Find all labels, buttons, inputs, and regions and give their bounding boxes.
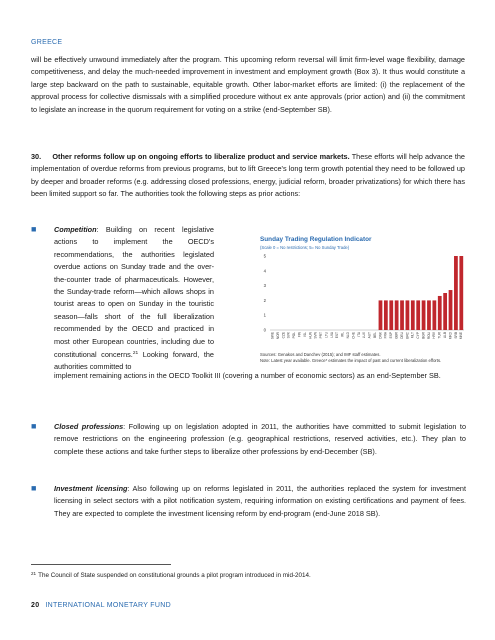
x-tick-label: LTU	[324, 332, 329, 338]
bar-bgr	[422, 300, 426, 330]
paragraph-30	[31, 151, 465, 201]
x-tick-label: CZE	[281, 332, 286, 339]
bar-deu	[400, 300, 404, 330]
bullet-marker-icon: ■	[31, 224, 37, 234]
x-tick-label: SRB	[453, 332, 458, 339]
paragraph-number: 30.	[31, 152, 42, 161]
bar-mkd	[449, 290, 453, 330]
chart-plot	[260, 252, 466, 350]
x-tick-label: MNE	[459, 332, 464, 340]
bullet-closed-professions	[54, 421, 466, 458]
y-tick-label: 3	[263, 283, 266, 289]
x-tick-label: POL	[292, 332, 297, 339]
bar-gbr	[395, 300, 399, 330]
x-tick-label: CYP	[416, 332, 421, 339]
chart-note: Note: Latest year available. Greece* estimates the impact of past and current liberalization efforts.	[260, 358, 442, 363]
bar-grc	[406, 300, 410, 330]
y-tick-label: 4	[263, 268, 266, 274]
page-footer	[31, 602, 171, 609]
x-tick-label: CHE	[351, 332, 356, 339]
chart-source-note: Sources: Genakos and Danchev (2015); and IMF staff estimates.	[260, 352, 381, 357]
footnote-number: 21	[31, 571, 37, 576]
x-tick-label: ITA	[356, 332, 361, 337]
footnote-ref: 21	[132, 351, 139, 357]
bullet-text: : Also following up on reforms legislated in 2011, the authorities replaced the system for investment licensing in select sectors with a pilot notification system, requiring information on existing certifications and payment of fees. They are expected to complete the investment licensing reform by end-program (end-June 2018 SB).	[54, 484, 466, 518]
x-tick-label: BEL	[372, 332, 377, 339]
x-tick-label: EST	[335, 332, 340, 339]
bar-alb	[443, 293, 447, 330]
x-tick-label: LVA	[329, 332, 334, 338]
y-tick-label: 1	[263, 312, 266, 318]
x-tick-label: SVN	[313, 332, 318, 339]
x-tick-label: MLT	[410, 332, 415, 339]
x-tick-label: ALB	[442, 332, 447, 339]
y-tick-label: 2	[263, 297, 266, 303]
x-tick-label: TUR	[437, 332, 442, 339]
x-tick-label: ROU	[426, 332, 431, 340]
x-tick-label: SVK	[286, 332, 291, 339]
x-tick-label: DEU	[399, 332, 404, 339]
x-tick-label: AUT	[367, 332, 372, 339]
x-tick-label: ESP	[389, 332, 394, 339]
chart-title: Sunday Trading Regulation Indicator	[260, 236, 372, 243]
paragraph-body: These efforts will help advance the implementation of overdue reforms from previous programs, but to lift Greece's long term growth potential they need to be followed up by deeper and broader reforms (e.g. addressing closed professions, energy, judicial reform, broader privatizations) for which there has been limited support so far. The authorities took the following steps as prior actions:	[31, 152, 465, 199]
bullet-text-tail: Looking forward, the authorities committed to	[54, 350, 214, 372]
x-tick-label: SWE	[270, 332, 275, 340]
bar-dnk	[379, 300, 383, 330]
footer-org: INTERNATIONAL MONETARY FUND	[45, 602, 171, 609]
bullet-competition-continued: implement remaining actions in the OECD Toolkit III (covering a number of economic sectors) as an end-September SB.	[54, 371, 441, 380]
sunday-trading-chart	[260, 236, 466, 366]
bullet-title: Closed professions	[54, 422, 124, 431]
bullet-title: Investment licensing	[54, 484, 128, 493]
bar-tur	[438, 296, 442, 330]
bar-srb	[454, 256, 458, 330]
page-number: 20	[31, 602, 40, 609]
x-tick-label: GRC	[405, 332, 410, 340]
x-tick-label: DNK	[378, 332, 383, 339]
bullet-title: Competition	[54, 225, 97, 234]
paragraph-lead: Other reforms follow up on ongoing efforts to liberalize product and service markets.	[52, 152, 350, 161]
x-tick-label: LUX	[362, 332, 367, 339]
x-tick-label: NOR	[275, 332, 280, 340]
bullet-competition	[54, 224, 214, 374]
x-tick-label: HUN	[308, 332, 313, 339]
bar-mne	[459, 256, 463, 330]
chart-subtitle: (Scale 0 = No restrictions; 5= No Sunday Trade)	[260, 245, 350, 250]
bar-rou	[427, 300, 431, 330]
x-tick-label: ISL	[302, 332, 307, 337]
bar-mlt	[411, 300, 415, 330]
x-tick-label: IRL	[340, 332, 345, 337]
bar-cyp	[416, 300, 420, 330]
bar-esp	[389, 300, 393, 330]
bullet-marker-icon: ■	[31, 483, 37, 493]
x-tick-label: GBR	[394, 332, 399, 339]
y-tick-label: 0	[263, 327, 266, 333]
running-header: GREECE	[31, 39, 63, 46]
x-tick-label: BGR	[421, 332, 426, 339]
bullet-marker-icon: ■	[31, 421, 37, 431]
x-tick-label: NLD	[345, 332, 350, 339]
bullet-investment-licensing	[54, 483, 466, 520]
bullet-text: : Following up on legislation adopted in 2011, the authorities have committed to submit legislation to remove restrictions on the engineering profession (e.g. geographical restrictions, reserved activities, etc.). They plan to complete these actions and take further steps to liberalize other professions by end-December (SB).	[54, 422, 467, 456]
x-tick-label: FRA	[383, 332, 388, 339]
x-tick-label: MKD	[448, 332, 453, 340]
footnote-text: The Council of State suspended on constitutional grounds a pilot program introduced in mid-2014.	[38, 572, 311, 579]
footnote	[31, 571, 311, 579]
bar-hrv	[432, 300, 436, 330]
x-tick-label: PRT	[319, 332, 324, 339]
footnote-divider	[31, 564, 171, 565]
x-tick-label: HRV	[432, 332, 437, 339]
x-tick-label: FIN	[297, 332, 302, 338]
y-tick-label: 5	[263, 253, 266, 259]
bar-fra	[384, 300, 388, 330]
paragraph-intro: will be effectively unwound immediately after the program. This upcoming reform reversal will limit firm-level wage flexibility, damage competitiveness, and delay the much-needed improvement in investment and employment growth (Box 3). It thus would constitute a large step backward on the path to sustainable, equitable growth. Other labor-market efforts are limited: (i) the replacement of the approval process for collective dismissals with a simplified procedure without ex ante approvals (prior action) and (ii) the commitment to legislate an increase in the quorum requirement for voting on a strike (end-September SB).	[31, 55, 465, 114]
bullet-text: : Building on recent legislative actions to implement the OECD's recommendations, the authorities legislated overdue actions on Sunday trade and the over-the-counter trade of pharmaceuticals. However, the Sunday-trade reform—which allows shops in tourist areas to open on Sunday in the touristic season—falls short of the full liberalization recommended by the OECD and practiced in most other European countries, including due to constitutional concerns.	[54, 225, 214, 360]
